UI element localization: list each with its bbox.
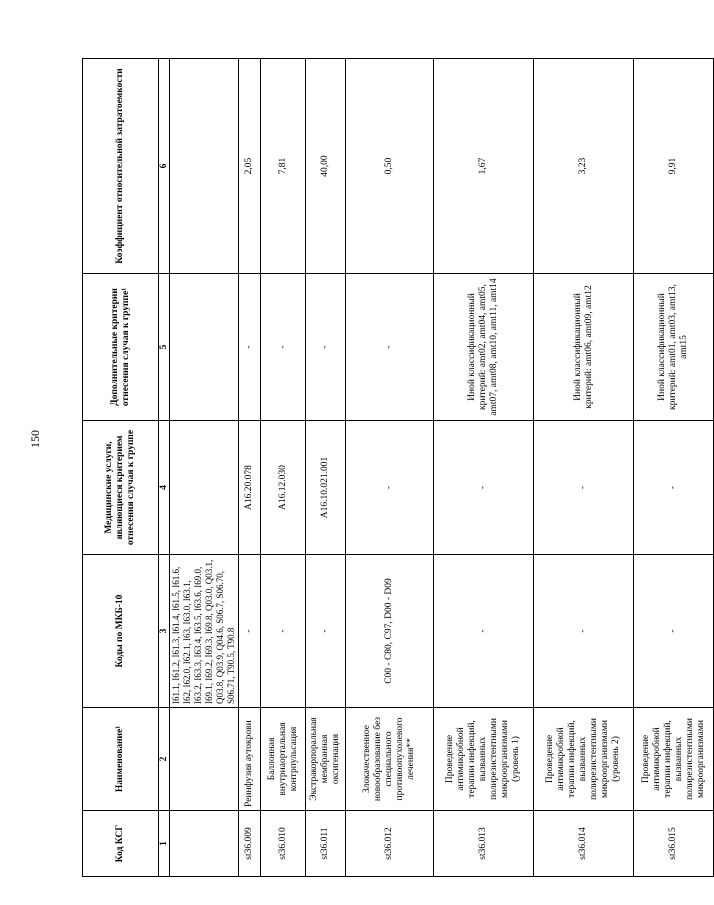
col-number: 1	[159, 811, 170, 877]
col-number: 6	[159, 59, 170, 274]
ksg-name: Злокачественное новообразование без специального противоопухолевого лечения**	[346, 708, 434, 811]
table-row	[434, 59, 534, 877]
col-number: 5	[159, 274, 170, 421]
ksg-name: Проведение антимикробной терапии инфекций, вызванных полирезистентными микроорганизмами	[634, 708, 714, 811]
ksg-table	[82, 58, 714, 877]
header-coef: Коэффициент относительной затратоемкости	[83, 59, 159, 274]
extra-criteria: Иной классификационный критерий: amt06, amt09, amt12	[534, 274, 634, 421]
coefficient: 2,05	[239, 59, 261, 274]
ksg-name: Проведение антимикробной терапии инфекций, вызванных полирезистентными микроорганизмами (уровень 2)	[534, 708, 634, 811]
medical-service: -	[346, 421, 434, 555]
extra-criteria: -	[239, 274, 261, 421]
ksg-name: Экстракорпоральная мембранная оксигенация	[306, 708, 346, 811]
table-row	[634, 59, 714, 877]
mkb-codes: -	[534, 555, 634, 708]
ksg-code: st36.015	[634, 811, 714, 877]
coefficient	[170, 59, 239, 274]
column-number-row	[159, 59, 170, 877]
extra-criteria: -	[346, 274, 434, 421]
mkb-codes: -	[634, 555, 714, 708]
header-service: Медицинские услуги, являющиеся критерием отнесения случая к группе	[83, 421, 159, 555]
medical-service: A16.20.078	[239, 421, 261, 555]
coefficient: 3,23	[534, 59, 634, 274]
extra-criteria	[170, 274, 239, 421]
page-number: 150	[28, 430, 42, 448]
table-row	[261, 59, 306, 877]
header-row	[83, 59, 159, 877]
ksg-code: st36.014	[534, 811, 634, 877]
header-mkb: Коды по МКБ-10	[83, 555, 159, 708]
medical-service: A16.12.030	[261, 421, 306, 555]
mkb-codes: -	[306, 555, 346, 708]
extra-criteria: -	[261, 274, 306, 421]
table-row	[346, 59, 434, 877]
ksg-code	[170, 811, 239, 877]
ksg-name: Реинфузия аутокрови	[239, 708, 261, 811]
ksg-name: Баллонная внутриаортальная контрпульсация	[261, 708, 306, 811]
coefficient: 9,91	[634, 59, 714, 274]
ksg-code: st36.011	[306, 811, 346, 877]
table-row	[170, 59, 239, 877]
ksg-code: st36.013	[434, 811, 534, 877]
ksg-code: st36.009	[239, 811, 261, 877]
mkb-codes: -	[434, 555, 534, 708]
col-number: 3	[159, 555, 170, 708]
coefficient: 40,00	[306, 59, 346, 274]
medical-service: -	[534, 421, 634, 555]
mkb-codes: C00 - C80, C97, D00 - D09	[346, 555, 434, 708]
medical-service: -	[634, 421, 714, 555]
mkb-codes: -	[239, 555, 261, 708]
col-number: 2	[159, 708, 170, 811]
header-extra: Дополнительные критерии отнесения случая к группе¹	[83, 274, 159, 421]
medical-service: A16.10.021.001	[306, 421, 346, 555]
table-row	[306, 59, 346, 877]
extra-criteria: -	[306, 274, 346, 421]
ksg-code: st36.010	[261, 811, 306, 877]
extra-criteria: Иной классификационный критерий: amt01, amt03, amt13, amt15	[634, 274, 714, 421]
coefficient: 1,67	[434, 59, 534, 274]
table-row	[534, 59, 634, 877]
coefficient: 7,81	[261, 59, 306, 274]
ksg-code: st36.012	[346, 811, 434, 877]
rotated-table-container	[82, 59, 706, 877]
ksg-name	[170, 708, 239, 811]
mkb-codes: -	[261, 555, 306, 708]
col-number: 4	[159, 421, 170, 555]
coefficient: 0,50	[346, 59, 434, 274]
mkb-codes: I61.1, I61.2, I61.3, I61.4, I61.5, I61.6, I62, I62.0, I62.1, I63, I63.0, I63.1, I63.2, I63.3, I63.4, I63.5, I63.6, I69.0, I69.1, I69.2, I69.3, I69.8, Q03.0, Q03.1, Q03.8, Q03.9, Q04.6, S06.7, S06.70, S06.71, T90.5, T90.8	[170, 555, 239, 708]
ksg-name: Проведение антимикробной терапии инфекций, вызванных полирезистентными микроорганизмами (уровень 1)	[434, 708, 534, 811]
header-code: Код КСГ	[83, 811, 159, 877]
extra-criteria: Иной классификационный критерий: amt02, amt04, amt05, amt07, amt08, amt10, amt11, amt14	[434, 274, 534, 421]
medical-service: -	[434, 421, 534, 555]
table-row	[239, 59, 261, 877]
medical-service	[170, 421, 239, 555]
header-name: Наименование¹	[83, 708, 159, 811]
